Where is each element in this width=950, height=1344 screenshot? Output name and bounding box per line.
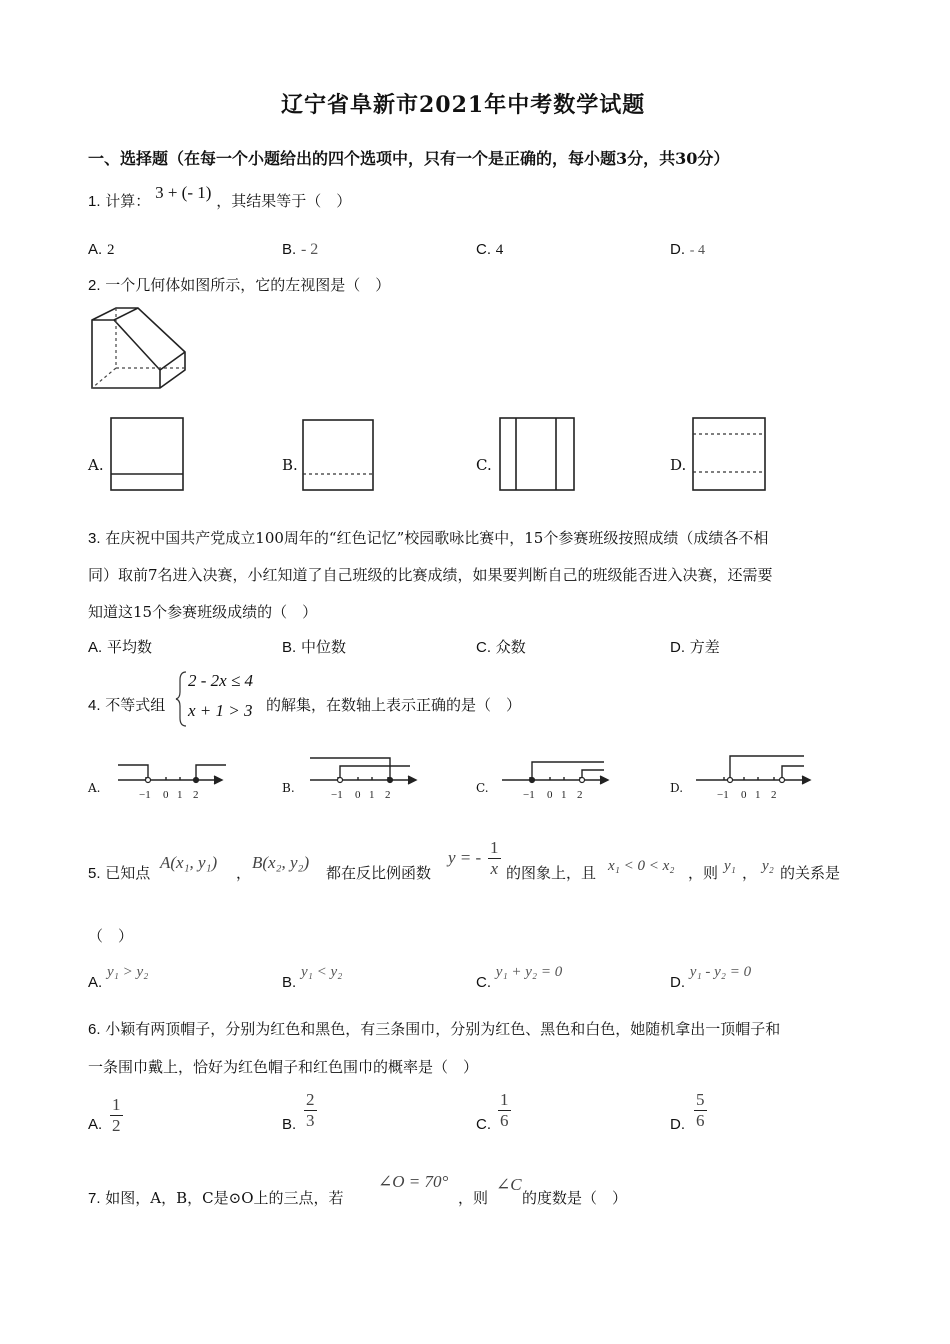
page-title: 辽宁省阜新市2021年中考数学试题 (281, 92, 646, 118)
option-letter: B. (282, 1116, 297, 1133)
option-letter: A. (88, 781, 101, 795)
option-c[interactable] (476, 1115, 491, 1133)
option-letter: C. (476, 781, 489, 795)
option-letter: C. (476, 456, 492, 474)
option-c[interactable] (476, 240, 503, 259)
option-d[interactable] (670, 962, 752, 991)
inequality-2: x + 1 > 3 (188, 701, 253, 720)
option-b[interactable] (282, 962, 343, 991)
tick-label: −1 (331, 789, 343, 801)
tick-label: 1 (755, 789, 761, 801)
option-a[interactable] (88, 636, 152, 657)
option-value: 中位数 (300, 638, 346, 656)
option-b-view[interactable] (302, 419, 376, 493)
question-number: 6. (88, 1021, 101, 1038)
question-text: 的关系是 (780, 864, 841, 882)
question-text: 已知点 (105, 864, 151, 882)
option-value: - 4 (689, 243, 705, 258)
question-text: ，则 (458, 1189, 489, 1207)
question-text: 不等式组 (105, 696, 166, 714)
option-letter: A. (88, 1116, 103, 1133)
option-letter: C. (476, 639, 491, 656)
tick-label: 0 (355, 789, 361, 801)
option-letter: C. (476, 974, 491, 991)
question-1 (88, 183, 352, 211)
separator: ， (742, 864, 758, 882)
question-6 (88, 1018, 780, 1039)
option-d-view[interactable] (692, 417, 768, 493)
option-b[interactable] (282, 1115, 296, 1133)
option-b[interactable] (282, 240, 318, 259)
option-value: - 2 (300, 241, 319, 258)
option-value: 2 (106, 242, 115, 258)
question-3-line-3: 知道这15个参赛班级成绩的（ ） (88, 603, 318, 621)
fraction-numerator: 1 (112, 1095, 121, 1114)
option-d[interactable] (670, 636, 720, 657)
option-letter: D. (670, 639, 685, 656)
question-text: ，其结果等于（ ） (216, 192, 352, 210)
number-line-a[interactable] (118, 760, 228, 802)
option-a[interactable] (88, 781, 100, 795)
option-value: y₁ > y₂ (106, 964, 149, 980)
inequality-1: 2 - 2x ≤ 4 (188, 671, 254, 690)
answer-paren: （ ） (88, 927, 134, 945)
question-text: 如图，A，B，C是⊙O上的三点，若 (105, 1189, 344, 1207)
fraction-numerator: 2 (306, 1090, 315, 1109)
option-d-fraction (694, 1090, 707, 1131)
option-letter: C. (476, 1116, 491, 1133)
option-a-view[interactable] (110, 417, 186, 493)
question-number: 4. (88, 697, 101, 714)
option-a[interactable] (88, 962, 149, 991)
option-letter: C. (476, 241, 491, 258)
option-letter: B. (282, 781, 295, 795)
option-a[interactable] (88, 456, 104, 474)
option-d[interactable] (670, 1115, 685, 1133)
question-number: 5. (88, 865, 101, 882)
option-a[interactable] (88, 240, 114, 259)
option-c-view[interactable] (499, 417, 577, 493)
option-value: 众数 (495, 638, 526, 656)
option-letter: D. (670, 1116, 685, 1133)
point-a: A(x₁, y₁) (160, 853, 218, 872)
option-letter: B. (282, 639, 297, 656)
option-letter: A. (88, 241, 103, 258)
fraction-denominator: 6 (696, 1111, 705, 1130)
expression: 3 + (- 1) (155, 183, 212, 202)
question-7 (88, 1187, 344, 1208)
fraction-numerator: 1 (490, 838, 499, 857)
question-5 (88, 862, 150, 883)
fraction-numerator: 1 (500, 1090, 509, 1109)
fraction-denominator: 6 (500, 1111, 509, 1130)
option-value: 方差 (689, 638, 720, 656)
tick-label: 2 (577, 789, 583, 801)
question-text: 的度数是（ ） (522, 1189, 628, 1207)
question-number: 7. (88, 1190, 101, 1207)
option-c[interactable] (476, 456, 492, 474)
option-a-fraction (110, 1095, 123, 1136)
tick-label: −1 (523, 789, 535, 801)
angle-c: ∠C (496, 1175, 522, 1194)
question-3 (88, 527, 768, 548)
option-letter: A. (88, 456, 104, 474)
option-d[interactable] (670, 240, 705, 259)
tick-label: −1 (139, 789, 151, 801)
option-d[interactable] (670, 456, 686, 474)
option-letter: D. (670, 781, 684, 795)
y2: y₂ (762, 858, 774, 874)
question-number: 1. (88, 193, 101, 210)
number-line-b[interactable] (310, 756, 420, 800)
question-number: 2. (88, 277, 101, 294)
tick-label: 0 (741, 789, 747, 801)
option-b[interactable] (282, 636, 346, 657)
tick-label: 2 (193, 789, 199, 801)
option-value: y₁ - y₂ = 0 (689, 964, 752, 980)
option-letter: B. (282, 241, 297, 258)
option-value: 平均数 (106, 638, 152, 656)
number-line-c[interactable] (502, 758, 612, 800)
option-value: 4 (495, 242, 504, 258)
solid-figure (88, 306, 188, 392)
fraction-denominator: 2 (112, 1116, 121, 1135)
tick-label: 0 (547, 789, 553, 801)
option-value: y₁ + y₂ = 0 (495, 964, 563, 980)
option-letter: A. (88, 639, 103, 656)
option-c-fraction (498, 1090, 511, 1131)
fraction-denominator: 3 (306, 1111, 315, 1130)
option-letter: A. (88, 974, 103, 991)
function-lhs: y = - (448, 848, 482, 867)
tick-label: 2 (771, 789, 777, 801)
tick-label: 1 (177, 789, 183, 801)
option-d[interactable] (670, 781, 683, 795)
option-letter: B. (282, 456, 298, 474)
option-letter: B. (282, 974, 297, 991)
function-fraction (488, 838, 501, 879)
option-value: y₁ < y₂ (300, 964, 343, 980)
fraction-numerator: 5 (696, 1090, 705, 1109)
question-text: 在庆祝中国共产党成立100周年的“红色记忆”校园歌咏比赛中，15个参赛班级按照成绩（成绩各不相 (105, 529, 769, 547)
option-b-fraction (304, 1090, 317, 1131)
fraction-denominator: x (490, 859, 499, 878)
option-c[interactable] (476, 962, 563, 991)
tick-label: −1 (717, 789, 729, 801)
question-text: 的解集，在数轴上表示正确的是（ ） (266, 696, 522, 714)
question-4 (88, 694, 165, 715)
question-text: 小颖有两顶帽子，分别为红色和黑色，有三条围巾，分别为红色、黑色和白色，她随机拿出一顶帽子和 (105, 1020, 781, 1038)
y1: y₁ (724, 858, 736, 874)
question-3-line-2: 同）取前7名进入决赛，小红知道了自己班级的比赛成绩，如果要判断自己的班级能否进入决赛，还需要 (88, 566, 773, 584)
tick-label: 0 (163, 789, 169, 801)
section-header: 一、选择题（在每一个小题给出的四个选项中，只有一个是正确的，每小题3分，共30分） (88, 149, 730, 168)
angle-expression: ∠O = 70° (378, 1172, 449, 1191)
tick-label: 2 (385, 789, 391, 801)
question-text: 都在反比例函数 (326, 864, 432, 882)
point-b: B(x₂, y₂) (252, 853, 310, 872)
option-letter: D. (670, 974, 685, 991)
option-c[interactable] (476, 636, 526, 657)
question-text: 一个几何体如图所示，它的左视图是（ ） (105, 276, 391, 294)
question-2 (88, 274, 390, 295)
option-a[interactable] (88, 1115, 102, 1133)
number-line-d[interactable] (696, 752, 816, 800)
option-letter: D. (670, 456, 687, 474)
question-6-line-2: 一条围巾戴上，恰好为红色帽子和红色围巾的概率是（ ） (88, 1058, 479, 1076)
question-text: 的图象上，且 (506, 864, 597, 882)
option-b[interactable] (282, 456, 298, 474)
condition: x₁ < 0 < x₂ (608, 858, 675, 874)
tick-label: 1 (369, 789, 375, 801)
option-c[interactable] (476, 781, 489, 795)
question-number: 3. (88, 530, 101, 547)
tick-label: 1 (561, 789, 567, 801)
left-brace (176, 670, 188, 728)
separator: ， (236, 864, 252, 882)
option-letter: D. (670, 241, 685, 258)
option-b[interactable] (282, 781, 295, 795)
question-text: 计算： (105, 192, 151, 210)
question-text: ，则 (688, 864, 719, 882)
